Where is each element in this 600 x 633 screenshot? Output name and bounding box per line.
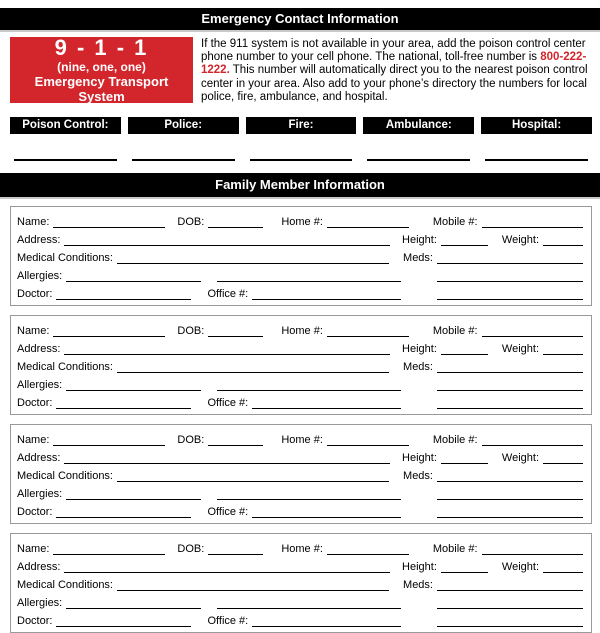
- height-line[interactable]: [441, 452, 488, 464]
- nine-one-one-number: 9 - 1 - 1: [54, 35, 149, 60]
- intro-text-after: This number will automatically direct you to the nearest poison control center in your area. Also add to your phone’s directory the numbers for local police, fire, ambulance, and hospital.: [201, 64, 588, 103]
- allergies-continuation-line[interactable]: [217, 270, 401, 282]
- allergies-continuation-line[interactable]: [217, 597, 401, 609]
- meds-label: Meds:: [403, 579, 433, 592]
- member-row-4: [17, 591, 583, 609]
- doctor-line[interactable]: [56, 615, 191, 627]
- contact-fill-lines-row: [10, 159, 592, 161]
- medical-conditions-line[interactable]: [117, 470, 389, 482]
- family-section-title: Family Member Information: [215, 177, 385, 193]
- doctor-label: Doctor:: [17, 615, 53, 628]
- fire-line[interactable]: [250, 159, 353, 161]
- home-phone-label: Home #:: [281, 543, 323, 556]
- fire-label: Fire:: [246, 117, 357, 134]
- member-row-2: [17, 337, 583, 355]
- medical-conditions-label: Medical Conditions:: [17, 579, 113, 592]
- page-title: Emergency Contact Information: [201, 11, 399, 26]
- meds-continuation-line-2[interactable]: [437, 397, 583, 409]
- meds-continuation-line-1[interactable]: [437, 270, 583, 282]
- office-phone-line[interactable]: [252, 506, 401, 518]
- intro-text-before: If the 911 system is not available in your area, add the poison control center phone number to your cell phone. The national, toll-free number is: [201, 38, 586, 64]
- allergies-line[interactable]: [66, 270, 201, 282]
- ambulance-label: Ambulance:: [363, 117, 474, 134]
- member-row-1: [17, 319, 583, 337]
- meds-line[interactable]: [437, 252, 583, 264]
- allergies-label: Allergies:: [17, 379, 63, 392]
- height-line[interactable]: [441, 234, 488, 246]
- dob-label: DOB:: [177, 434, 205, 447]
- office-phone-line[interactable]: [252, 397, 401, 409]
- doctor-label: Doctor:: [17, 506, 53, 519]
- meds-label: Meds:: [403, 361, 433, 374]
- doctor-label: Doctor:: [17, 397, 53, 410]
- top-section: [10, 37, 592, 104]
- address-line[interactable]: [64, 234, 390, 246]
- office-phone-label: Office #:: [207, 615, 249, 628]
- office-phone-line[interactable]: [252, 288, 401, 300]
- dob-line[interactable]: [208, 543, 263, 555]
- mobile-phone-line[interactable]: [482, 543, 583, 555]
- member-card: [10, 206, 592, 306]
- meds-continuation-line-2[interactable]: [437, 506, 583, 518]
- address-line[interactable]: [64, 561, 390, 573]
- height-label: Height:: [402, 452, 437, 465]
- home-phone-line[interactable]: [327, 216, 409, 228]
- weight-label: Weight:: [501, 343, 539, 356]
- address-label: Address:: [17, 234, 61, 247]
- address-label: Address:: [17, 343, 61, 356]
- mobile-phone-label: Mobile #:: [432, 543, 478, 556]
- meds-line[interactable]: [437, 470, 583, 482]
- poison-control-phone-number: 800-222-1222.: [201, 51, 587, 77]
- member-row-3: [17, 464, 583, 482]
- height-label: Height:: [402, 343, 437, 356]
- section-header-emergency: [0, 8, 600, 30]
- allergies-line[interactable]: [66, 597, 201, 609]
- member-row-5: [17, 391, 583, 409]
- allergies-continuation-line[interactable]: [217, 379, 401, 391]
- name-line[interactable]: [53, 543, 165, 555]
- mobile-phone-label: Mobile #:: [432, 434, 478, 447]
- dob-line[interactable]: [208, 325, 263, 337]
- medical-conditions-line[interactable]: [117, 252, 389, 264]
- doctor-label: Doctor:: [17, 288, 53, 301]
- meds-continuation-line-1[interactable]: [437, 597, 583, 609]
- ambulance-line[interactable]: [367, 159, 470, 161]
- contact-labels-row: [10, 117, 592, 134]
- member-row-3: [17, 246, 583, 264]
- member-row-5: [17, 500, 583, 518]
- member-row-5: [17, 282, 583, 300]
- meds-line[interactable]: [437, 361, 583, 373]
- name-line[interactable]: [53, 434, 165, 446]
- doctor-line[interactable]: [56, 288, 191, 300]
- name-label: Name:: [17, 543, 50, 556]
- home-phone-line[interactable]: [327, 543, 409, 555]
- office-phone-line[interactable]: [252, 615, 401, 627]
- allergies-line[interactable]: [66, 379, 201, 391]
- mobile-phone-label: Mobile #:: [432, 216, 478, 229]
- member-row-2: [17, 228, 583, 246]
- address-label: Address:: [17, 561, 61, 574]
- name-line[interactable]: [53, 216, 165, 228]
- home-phone-label: Home #:: [281, 434, 323, 447]
- weight-label: Weight:: [501, 234, 539, 247]
- office-phone-label: Office #:: [207, 506, 249, 519]
- member-card: [10, 424, 592, 524]
- home-phone-label: Home #:: [281, 216, 323, 229]
- height-label: Height:: [402, 561, 437, 574]
- member-card: [10, 533, 592, 633]
- weight-line[interactable]: [543, 452, 583, 464]
- home-phone-label: Home #:: [281, 325, 323, 338]
- height-label: Height:: [402, 234, 437, 247]
- name-label: Name:: [17, 216, 50, 229]
- meds-continuation-line-2[interactable]: [437, 615, 583, 627]
- mobile-phone-line[interactable]: [482, 325, 583, 337]
- name-label: Name:: [17, 325, 50, 338]
- doctor-line[interactable]: [56, 397, 191, 409]
- allergies-continuation-line[interactable]: [217, 488, 401, 500]
- meds-line[interactable]: [437, 579, 583, 591]
- emergency-transport-caption: Emergency Transport System: [34, 74, 169, 104]
- meds-continuation-line-1[interactable]: [437, 488, 583, 500]
- height-line[interactable]: [441, 561, 488, 573]
- member-row-2: [17, 446, 583, 464]
- hospital-label: Hospital:: [481, 117, 592, 134]
- address-line[interactable]: [64, 452, 390, 464]
- medical-conditions-label: Medical Conditions:: [17, 361, 113, 374]
- member-row-3: [17, 573, 583, 591]
- dob-label: DOB:: [177, 543, 205, 556]
- nine-one-one-words: (nine, one, one): [57, 60, 146, 74]
- member-row-4: [17, 373, 583, 391]
- height-line[interactable]: [441, 343, 488, 355]
- weight-label: Weight:: [501, 452, 539, 465]
- home-phone-line[interactable]: [327, 325, 409, 337]
- allergies-label: Allergies:: [17, 488, 63, 501]
- member-row-1: [17, 210, 583, 228]
- member-row-4: [17, 482, 583, 500]
- meds-label: Meds:: [403, 470, 433, 483]
- hospital-line[interactable]: [485, 159, 588, 161]
- police-label: Police:: [128, 117, 239, 134]
- dob-label: DOB:: [177, 216, 205, 229]
- poison-control-label: Poison Control:: [10, 117, 121, 134]
- doctor-line[interactable]: [56, 506, 191, 518]
- poison-control-line[interactable]: [14, 159, 117, 161]
- office-phone-label: Office #:: [207, 397, 249, 410]
- allergies-line[interactable]: [66, 488, 201, 500]
- member-row-1: [17, 537, 583, 555]
- nine-one-one-box: [10, 37, 193, 103]
- medical-conditions-line[interactable]: [117, 361, 389, 373]
- name-line[interactable]: [53, 325, 165, 337]
- weight-line[interactable]: [543, 561, 583, 573]
- medical-conditions-label: Medical Conditions:: [17, 470, 113, 483]
- family-members-list: [10, 206, 592, 633]
- address-line[interactable]: [64, 343, 390, 355]
- allergies-label: Allergies:: [17, 270, 63, 283]
- address-label: Address:: [17, 452, 61, 465]
- section-header-family: [0, 173, 600, 197]
- member-row-3: [17, 355, 583, 373]
- dob-line[interactable]: [208, 434, 263, 446]
- member-row-4: [17, 264, 583, 282]
- member-row-2: [17, 555, 583, 573]
- mobile-phone-line[interactable]: [482, 216, 583, 228]
- mobile-phone-line[interactable]: [482, 434, 583, 446]
- dob-label: DOB:: [177, 325, 205, 338]
- weight-line[interactable]: [543, 343, 583, 355]
- member-card: [10, 315, 592, 415]
- medical-conditions-label: Medical Conditions:: [17, 252, 113, 265]
- home-phone-line[interactable]: [327, 434, 409, 446]
- poison-control-instructions: [201, 37, 592, 104]
- weight-line[interactable]: [543, 234, 583, 246]
- police-line[interactable]: [132, 159, 235, 161]
- meds-label: Meds:: [403, 252, 433, 265]
- allergies-label: Allergies:: [17, 597, 63, 610]
- mobile-phone-label: Mobile #:: [432, 325, 478, 338]
- medical-conditions-line[interactable]: [117, 579, 389, 591]
- member-row-1: [17, 428, 583, 446]
- member-row-5: [17, 609, 583, 627]
- office-phone-label: Office #:: [207, 288, 249, 301]
- name-label: Name:: [17, 434, 50, 447]
- weight-label: Weight:: [501, 561, 539, 574]
- dob-line[interactable]: [208, 216, 263, 228]
- meds-continuation-line-1[interactable]: [437, 379, 583, 391]
- meds-continuation-line-2[interactable]: [437, 288, 583, 300]
